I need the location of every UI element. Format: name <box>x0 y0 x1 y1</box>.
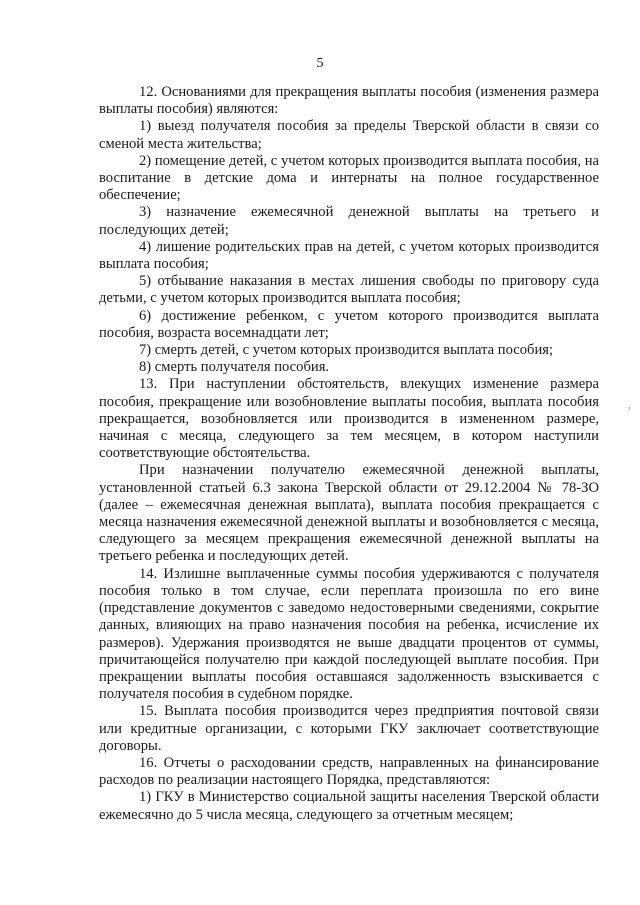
list-item-7: 7) смерть детей, с учетом которых производится выплата пособия; <box>139 342 554 359</box>
list-item-3: 3) назначение ежемесячной денежной выплаты на третьего и последующих детей; <box>99 204 599 238</box>
list-item-16-1: 1) ГКУ в Министерство социальной защиты населения Тверской области ежемесячно до 5 числа месяца, следующего за отчетным месяцем; <box>99 789 599 823</box>
list-item-8: 8) смерть получателя пособия. <box>139 359 330 376</box>
scan-mark: , <box>628 400 631 411</box>
list-item-5: 5) отбывание наказания в местах лишения свободы по приговору суда детьми, с учетом которых производится выплата пособия; <box>99 273 599 307</box>
list-item-1: 1) выезд получателя пособия за пределы Тверской области в связи со сменой места жительства; <box>99 118 599 152</box>
document-text <box>99 84 599 824</box>
paragraph-12-heading: 12. Основаниями для прекращения выплаты пособия (изменения размера выплаты пособия) являются: <box>99 84 599 118</box>
list-item-2: 2) помещение детей, с учетом которых производится выплата пособия, на воспитание в детские дома и интернаты на полное государственное обеспечение; <box>99 152 599 204</box>
paragraph-16-heading: 16. Отчеты о расходовании средств, направленных на финансирование расходов по реализации настоящего Порядка, представляются: <box>99 754 599 789</box>
list-item-4: 4) лишение родительских прав на детей, с учетом которых производится выплата пособия; <box>99 238 599 273</box>
list-item-6: 6) достижение ребенком, с учетом которого производится выплата пособия, возраста восемнадцати лет; <box>99 307 599 341</box>
paragraph-15: 15. Выплата пособия производится через предприятия почтовой связи или кредитные организации, с которыми ГКУ заключает соответствующие договоры. <box>99 703 599 754</box>
paragraph-13: 13. При наступлении обстоятельств, влекущих изменение размера пособия, прекращение или возобновление выплаты пособия, выплата пособия прекращается, возобновляется или производится в измененном размере, начиная с месяца, следующего за тем месяцем, в котором наступили соответствующие обстоятельства. <box>99 376 599 462</box>
paragraph-13-continuation: При назначении получателю ежемесячной денежной выплаты, установленной статьей 6.3 закона Тверской области от 29.12.2004 № 78-ЗО (далее – ежемесячная денежная выплата), выплата пособия прекращается с месяца назначения ежемесячной денежной выплаты и возобновляется с месяца, следующего за месяцем прекращения ежемесячной денежной выплаты на третьего ребенка и последующих детей. <box>99 462 599 565</box>
paragraph-14: 14. Излишне выплаченные суммы пособия удерживаются с получателя пособия только в том случае, если переплата произошла по его вине (представление документов с заведомо недостоверными сведениями, сокрытие данных, влияющих на право назначения пособия на ребенка, исчисление их размеров). Удержания производятся не выше двадцати процентов от суммы, причитающейся получателю при каждой последующей выплате пособия. При прекращении выплаты пособия оставшаяся задолженность взыскивается с получателя пособия в судебном порядке. <box>99 565 599 703</box>
page-number: 5 <box>316 56 324 71</box>
